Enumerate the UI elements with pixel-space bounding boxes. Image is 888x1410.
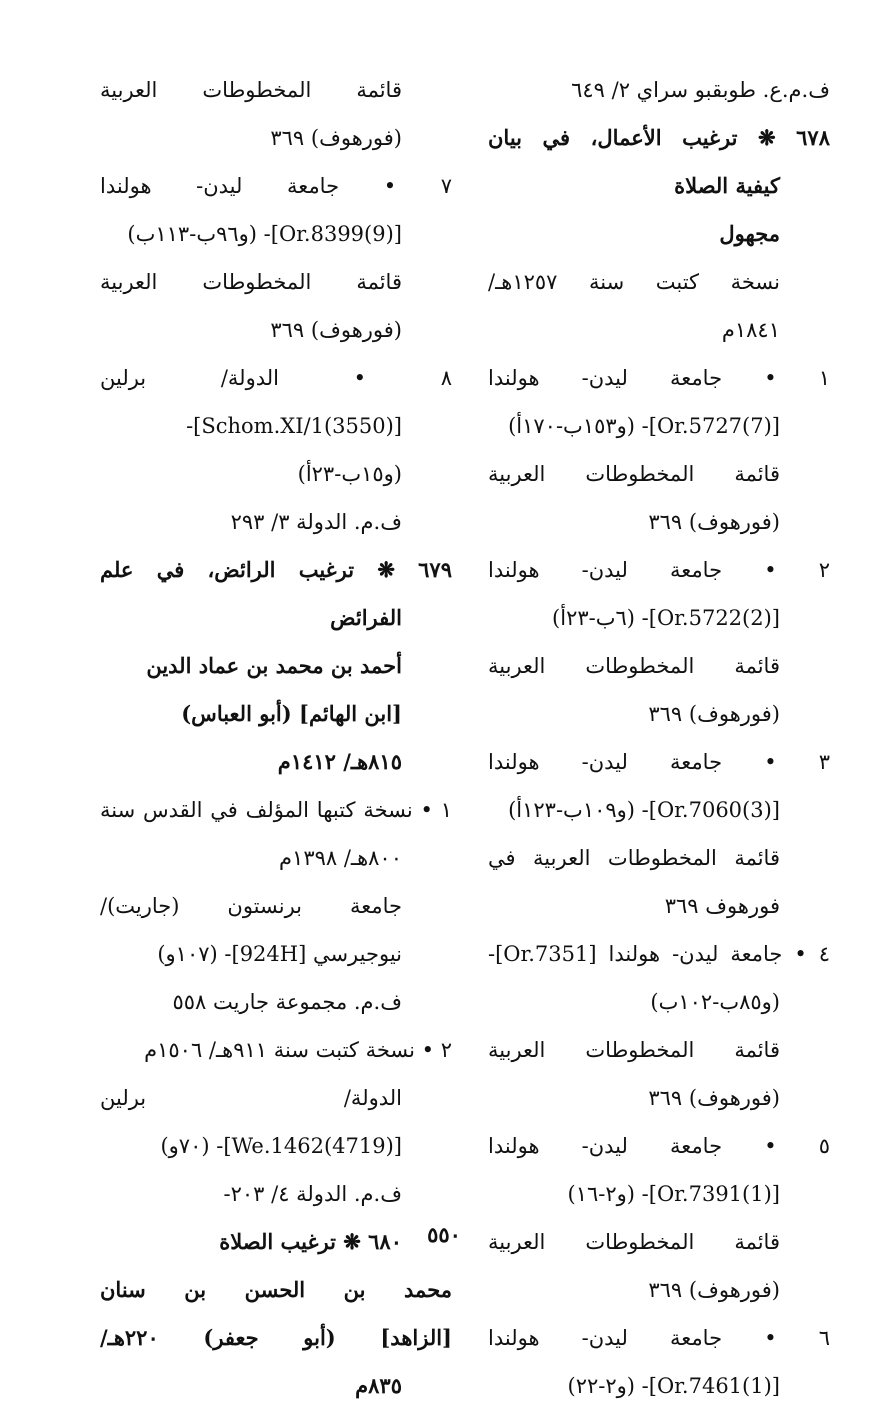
left-column <box>100 66 452 1410</box>
folio-range: (و١٥ب-٢٣أ) <box>297 462 402 486</box>
catalog-reference: قائمة المخطوطات العربية <box>488 1038 780 1062</box>
catalog-reference-page: (فورهوف) ٣٦٩ <box>648 1086 780 1110</box>
manuscript-location: ٣ • جامعة ليدن- هولندا <box>488 750 830 774</box>
catalog-reference: قائمة المخطوطات العربية <box>488 462 780 486</box>
catalog-reference: قائمة المخطوطات العربية <box>488 654 780 678</box>
manuscript-location: ٥ • جامعة ليدن- هولندا <box>488 1134 830 1158</box>
catalog-reference: ف.م. الدولة ٤/ ٢٠٣- <box>223 1182 402 1206</box>
shelfmark: [(3550)Schom.XI/1]- <box>186 414 402 438</box>
manuscript-location: الدولة/ برلين <box>100 1086 402 1110</box>
catalog-reference: قائمة المخطوطات العربية <box>488 1230 780 1254</box>
catalog-reference: ف.م. الدولة ٣/ ٢٩٣ <box>230 510 402 534</box>
manuscript-location: ٧ • جامعة ليدن- هولندا <box>100 174 452 198</box>
shelfmark: (و٨٥ب-١٠٢ب) <box>650 990 780 1014</box>
author-death-date: ٨٣٥م <box>355 1373 402 1398</box>
catalog-reference-page: (فورهوف) ٣٦٩ <box>648 1278 780 1302</box>
author-death-date: ٨١٥هـ/ ١٤١٢م <box>277 749 402 774</box>
copy-date-continuation: ١٨٤١م <box>721 318 780 342</box>
right-column <box>488 66 830 1410</box>
catalog-reference-page: (فورهوف) ٣٦٩ <box>648 702 780 726</box>
manuscript-location: ١ • جامعة ليدن- هولندا <box>488 366 830 390</box>
shelfmark: نيوجيرسي [924H]- (١٠٧و) <box>157 942 402 966</box>
copy-date: نسخة كتبت سنة ١٢٥٧هـ/ <box>488 270 780 294</box>
author-epithet: [ابن الهائم] (أبو العباس) <box>181 701 402 726</box>
page-number: ٥٥٠ <box>427 1222 461 1247</box>
entry-heading-680: ٦٨٠ ❋ ترغيب الصلاة <box>219 1229 402 1254</box>
catalog-reference: قائمة المخطوطات العربية في <box>488 846 780 870</box>
copy-date: ٨٠٠هـ/ ١٣٩٨م <box>279 846 402 870</box>
catalog-reference-page: فورهوف ٣٦٩ <box>664 894 780 918</box>
entry-title-continuation: الفرائض <box>330 605 402 630</box>
shelfmark: [Or.5727(7)]- (و١٥٣ب-١٧٠أ) <box>508 414 780 438</box>
author-name: أحمد بن محمد بن عماد الدين <box>146 653 402 678</box>
shelfmark: [(4719)We.1462]- (٧٠و) <box>160 1134 402 1158</box>
manuscript-location: ٢ • جامعة ليدن- هولندا <box>488 558 830 582</box>
catalog-reference-page: (فورهوف) ٣٦٩ <box>648 510 780 534</box>
author-name: مجهول <box>719 221 780 246</box>
catalog-reference: قائمة المخطوطات العربية <box>100 78 402 102</box>
manuscript-location: ٨ • الدولة/ برلين <box>100 366 452 390</box>
shelfmark: [Or.7060(3)]- (و١٠٩ب-١٢٣أ) <box>508 798 780 822</box>
author-epithet: [الزاهد] (أبو جعفر) ٢٢٠هـ/ <box>100 1325 452 1350</box>
copy-note: ٢ • نسخة كتبت سنة ٩١١هـ/ ١٥٠٦م <box>144 1038 452 1062</box>
shelfmark: [Or.5722(2)]- (٦ب-٢٣أ) <box>552 606 780 630</box>
shelfmark: [Or.7391(1)]- (و٢-١٦) <box>567 1182 780 1206</box>
author-name: محمد بن الحسن بن سنان <box>100 1277 452 1302</box>
catalog-reference: قائمة المخطوطات العربية <box>100 270 402 294</box>
catalog-reference-page: (فورهوف) ٣٦٩ <box>270 126 402 150</box>
manuscript-location: ٤ • جامعة ليدن- هولندا [Or.7351]- <box>488 942 830 966</box>
text-line: ف.م.ع. طوبقبو سراي ٢/ ٦٤٩ <box>571 78 830 102</box>
manuscript-location: جامعة برنستون (جاريت)/ <box>100 894 402 918</box>
catalog-reference-page: (فورهوف) ٣٦٩ <box>270 318 402 342</box>
entry-heading-678: ٦٧٨ ❋ ترغيب الأعمال، في بيان <box>488 125 830 150</box>
copy-note: ١ • نسخة كتبها المؤلف في القدس سنة <box>100 798 452 822</box>
entry-heading-679: ٦٧٩ ❋ ترغيب الرائض، في علم <box>100 557 452 582</box>
catalog-reference: ف.م. مجموعة جاريت ٥٥٨ <box>172 990 402 1014</box>
shelfmark: [Or.7461(1)]- (و٢-٢٢) <box>567 1374 780 1398</box>
entry-title-continuation: كيفية الصلاة <box>674 173 780 198</box>
manuscript-location: ٦ • جامعة ليدن- هولندا <box>488 1326 830 1350</box>
shelfmark: [Or.8399(9)]- (و٩٦ب-١١٣ب) <box>127 222 402 246</box>
